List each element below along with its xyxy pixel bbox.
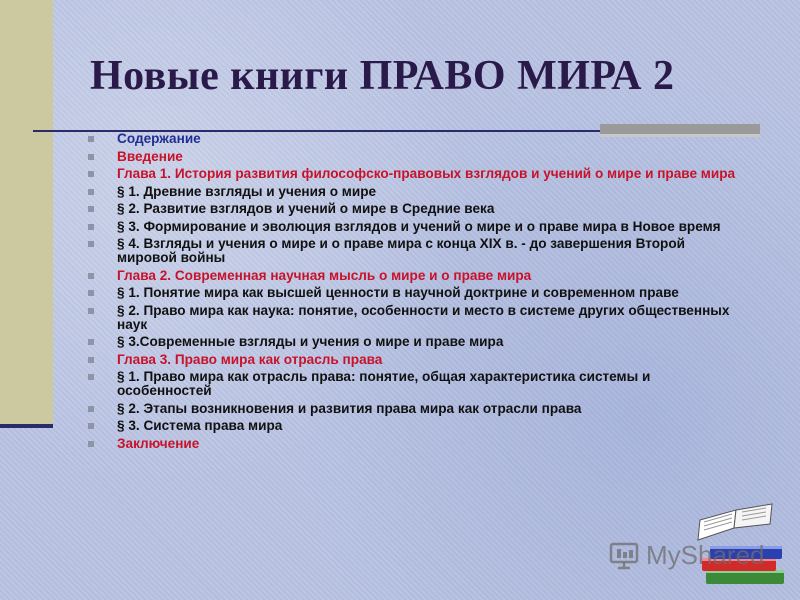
bullet-icon — [88, 357, 94, 363]
toc-item-text: Введение — [117, 148, 183, 164]
toc-item — [87, 304, 747, 332]
toc-item-text: Заключение — [117, 435, 200, 451]
bullet-icon — [88, 136, 94, 142]
toc-item-text: Содержание — [117, 131, 201, 146]
toc-item-text: § 2. Этапы возникновения и развития права мира как отрасли права — [117, 400, 582, 416]
toc-item — [87, 167, 747, 181]
toc-item — [87, 370, 747, 398]
toc-item-text: Глава 2. Современная научная мысль о мире и о праве мира — [117, 267, 532, 283]
bullet-icon — [88, 273, 94, 279]
open-book-right — [734, 504, 772, 528]
toc-item — [87, 132, 747, 146]
table-of-contents — [87, 132, 747, 454]
watermark-text: MyShared — [646, 540, 765, 570]
bullet-icon — [88, 441, 94, 447]
toc-item-text: § 1. Древние взгляды и учения о мире — [117, 183, 377, 199]
bullet-icon — [88, 224, 94, 230]
side-decoration-bar — [0, 0, 53, 428]
bullet-icon — [88, 308, 94, 314]
toc-item-text: § 1. Право мира как отрасль права: понятие, общая характеристика системы и особенностей — [117, 369, 651, 398]
toc-item — [87, 150, 747, 164]
toc-item — [87, 269, 747, 283]
toc-item-text: § 4. Взгляды и учения о мире и о праве мира с конца XIX в. - до завершения Второй мировой войны — [117, 236, 686, 265]
watermark-logo — [608, 538, 768, 572]
bullet-icon — [88, 171, 94, 177]
bullet-icon — [88, 241, 94, 247]
bullet-icon — [88, 154, 94, 160]
bullet-icon — [88, 406, 94, 412]
toc-item-text: Глава 1. История развития философско-правовых взглядов и учений о мире и праве мира — [117, 166, 736, 181]
toc-item-text: § 2. Развитие взглядов и учений о мире в Средние века — [117, 201, 495, 216]
toc-item-text: § 2. Право мира как наука: понятие, особенности и место в системе других общественных наук — [117, 302, 730, 332]
toc-item — [87, 353, 747, 367]
toc-item-text: Глава 3. Право мира как отрасль права — [117, 351, 383, 367]
toc-item — [87, 185, 747, 199]
toc-item-text: § 3. Система права мира — [117, 418, 283, 433]
side-decoration-line — [0, 424, 53, 428]
bullet-icon — [88, 290, 94, 296]
toc-item — [87, 202, 747, 216]
bullet-icon — [88, 339, 94, 345]
bullet-icon — [88, 189, 94, 195]
bullet-icon — [88, 423, 94, 429]
toc-item-text: § 3. Формирование и эволюция взглядов и учений о мире и о праве мира в Новое время — [117, 218, 721, 234]
toc-item-text: § 1. Понятие мира как высшей ценности в научной доктрине и современном праве — [117, 285, 679, 300]
presentation-icon — [608, 540, 640, 570]
toc-item — [87, 437, 747, 451]
bullet-icon — [88, 374, 94, 380]
toc-item — [87, 419, 747, 433]
slide-title: Новые книги ПРАВО МИРА 2 — [90, 53, 675, 99]
toc-item — [87, 237, 747, 265]
toc-item — [87, 286, 747, 300]
toc-item — [87, 335, 747, 349]
toc-item — [87, 402, 747, 416]
toc-item — [87, 220, 747, 234]
toc-item-text: § 3.Современные взгляды и учения о мире и праве мира — [117, 334, 504, 349]
bullet-icon — [88, 206, 94, 212]
